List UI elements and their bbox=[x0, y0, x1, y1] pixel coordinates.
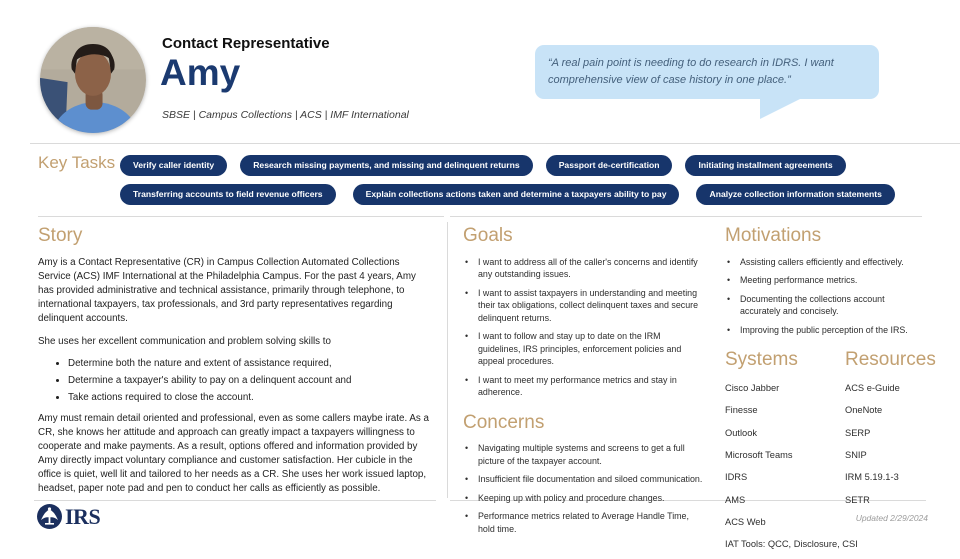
motivation-item: • Documenting the collections account accurately and concisely. bbox=[725, 293, 927, 318]
story-bullet: • Determine a taxpayer's ability to pay on a delinquent account and bbox=[68, 375, 432, 386]
system-item: Cisco Jabber bbox=[725, 383, 780, 394]
resource-item: SNIP bbox=[845, 450, 867, 461]
system-item: Finesse bbox=[725, 405, 758, 416]
goal-item: • I want to follow and stay up to date on the IRM guidelines, IRS principles, enforcement policies and appeal procedures. bbox=[463, 330, 705, 367]
updated-date: Updated 2/29/2024 bbox=[855, 513, 928, 523]
avatar bbox=[40, 27, 146, 133]
key-tasks-row-2 bbox=[120, 184, 895, 205]
story-lead: She uses her excellent communication and problem solving skills to bbox=[38, 335, 331, 347]
concerns-title: Concerns bbox=[463, 411, 545, 433]
key-task-pill: Explain collections actions taken and determine a taxpayers ability to pay bbox=[353, 184, 680, 205]
system-item: IAT Tools: QCC, Disclosure, CSI bbox=[725, 539, 858, 550]
key-task-pill: Passport de-certification bbox=[546, 155, 673, 176]
system-item: AMS bbox=[725, 494, 746, 505]
keytasks-divider-left bbox=[38, 216, 444, 217]
persona-subtitle: SBSE | Campus Collections | ACS | IMF International bbox=[162, 109, 409, 121]
concerns-list bbox=[463, 442, 705, 535]
goal-item: • I want to meet my performance metrics and stay in adherence. bbox=[463, 374, 705, 399]
key-tasks-label: Key Tasks bbox=[38, 153, 116, 172]
concern-item: • Keeping up with policy and procedure changes. bbox=[463, 492, 705, 504]
goals-title: Goals bbox=[463, 225, 513, 246]
motivations-list bbox=[725, 256, 927, 336]
key-tasks-row-1 bbox=[120, 155, 846, 176]
story-paragraph-2: Amy must remain detail oriented and professional, even as some callers maybe irate. As a CR, she knows her attitude and approach can greatly impact a taxpayers willingness to cooperate and make payments. As a result, options offered and information provided by Amy directly impact voluntary compliance and customer satisfaction. Her cubicle in the office is quiet, well lit and tailored to her needs as a CR. She uses her work issued laptop, headset, paper note pad and pen to conduct her calls as efficiently as possible. bbox=[38, 412, 429, 494]
irs-logo bbox=[36, 503, 100, 530]
resource-item: ACS e-Guide bbox=[845, 383, 900, 394]
quote-bubble bbox=[535, 45, 879, 99]
quote-text: “A real pain point is needing to do research in IDRS. I want comprehensive view of case history in one place.” bbox=[548, 57, 834, 87]
system-item: Outlook bbox=[725, 427, 758, 438]
resource-item: SERP bbox=[845, 427, 871, 438]
concern-item: • Insufficient file documentation and siloed communication. bbox=[463, 473, 705, 485]
persona-name: Amy bbox=[160, 52, 241, 93]
systems-resources-row bbox=[725, 349, 936, 558]
irs-logo-text: IRS bbox=[65, 503, 101, 529]
story-bullet: • Take actions required to close the account. bbox=[68, 392, 432, 403]
resources-section bbox=[845, 350, 941, 558]
system-item: Microsoft Teams bbox=[725, 450, 793, 461]
resources-title: Resources bbox=[845, 349, 936, 371]
goal-item: • I want to assist taxpayers in understanding and meeting their tax obligations, collect delinquent taxes and secure delinquent returns. bbox=[463, 287, 705, 324]
goals-list bbox=[463, 256, 705, 399]
concerns-section bbox=[463, 413, 705, 536]
goals-concerns-column bbox=[463, 226, 705, 541]
system-item: IDRS bbox=[725, 472, 748, 483]
resources-list bbox=[845, 380, 941, 509]
motivation-item: • Meeting performance metrics. bbox=[725, 274, 927, 286]
key-task-pill: Transferring accounts to field revenue officers bbox=[120, 184, 336, 205]
resource-item: IRM 5.19.1-3 bbox=[845, 472, 899, 483]
persona-role: Contact Representative bbox=[162, 35, 330, 52]
column-divider bbox=[447, 222, 448, 498]
concern-item: • Performance metrics related to Average Handle Time, hold time. bbox=[463, 510, 705, 535]
concern-item: • Navigating multiple systems and screens to get a full picture of the taxpayer account. bbox=[463, 442, 705, 467]
key-task-pill: Research missing payments, and missing and delinquent returns bbox=[240, 155, 532, 176]
avatar-photo-illustration bbox=[40, 27, 146, 133]
story-title: Story bbox=[38, 225, 83, 246]
key-task-pill: Initiating installment agreements bbox=[685, 155, 845, 176]
systems-title: Systems bbox=[725, 349, 798, 371]
motivations-title: Motivations bbox=[725, 225, 822, 246]
story-paragraph-1: Amy is a Contact Representative (CR) in Campus Collection Automated Collections Service (ACS) IMF International at the Philadelphia Campus. For the past 4 years, Amy has provided administrative and technical assistance, primarily through telephone, to international taxpayers, tax professionals, and 3rd party representatives regarding delinquent accounts. bbox=[38, 256, 416, 324]
story-bullet: • Determine both the nature and extent of assistance required, bbox=[68, 358, 432, 369]
system-item: ACS Web bbox=[725, 516, 766, 527]
resource-item: SETR bbox=[845, 494, 870, 505]
key-task-pill: Analyze collection information statements bbox=[696, 184, 894, 205]
motivation-item: • Improving the public perception of the IRS. bbox=[725, 324, 927, 336]
header-divider bbox=[30, 143, 960, 144]
motivation-item: • Assisting callers efficiently and effectively. bbox=[725, 256, 927, 268]
key-task-pill: Verify caller identity bbox=[120, 155, 227, 176]
keytasks-divider-right bbox=[450, 216, 922, 217]
story-section bbox=[38, 226, 432, 505]
goal-item: • I want to address all of the caller's concerns and identify any outstanding issues. bbox=[463, 256, 705, 281]
story-bullet-list bbox=[38, 358, 432, 403]
motivations-column bbox=[725, 225, 936, 559]
resource-item: OneNote bbox=[845, 405, 883, 416]
irs-eagle-icon bbox=[36, 503, 63, 530]
